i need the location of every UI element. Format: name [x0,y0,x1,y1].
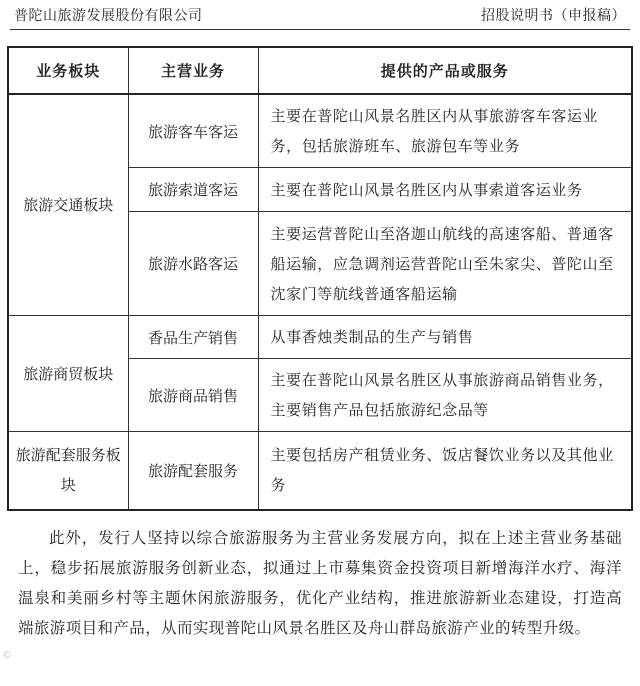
description-cell: 主要在普陀山风景名胜区内从事旅游客车客运业务，包括旅游班车、旅游包车等业务 [258,94,632,168]
segment-transport: 旅游交通板块 [8,94,128,316]
page-header [0,0,640,30]
header-segment: 业务板块 [8,47,128,94]
business-cell: 旅游水路客运 [128,212,258,316]
table-row [8,432,632,510]
business-cell: 旅游商品销售 [128,359,258,432]
table-row [8,316,632,359]
header-business: 主营业务 [128,47,258,94]
watermark: © [2,650,12,661]
description-cell: 主要运营普陀山至洛迦山航线的高速客船、普通客船运输，应急调剂运营普陀山至朱家尖、普陀山至沈家门等航线普通客船运输 [258,212,632,316]
description-cell: 主要在普陀山风景名胜区从事旅游商品销售业务，主要销售产品包括旅游纪念品等 [258,359,632,432]
business-cell: 香品生产销售 [128,316,258,359]
business-cell: 旅游索道客运 [128,168,258,212]
description-cell: 从事香烛类制品的生产与销售 [258,316,632,359]
table-row [8,94,632,168]
business-table [7,46,633,511]
document-title: 招股说明书（申报稿） [481,8,626,24]
description-cell: 主要包括房产租赁业务、饭店餐饮业务以及其他业务 [258,432,632,510]
header-rule [10,29,630,30]
segment-support-services: 旅游配套服务板块 [8,432,128,510]
segment-commerce: 旅游商贸板块 [8,316,128,432]
business-cell: 旅游客车客运 [128,94,258,168]
business-cell: 旅游配套服务 [128,432,258,510]
company-name: 普陀山旅游发展股份有限公司 [14,8,203,24]
description-cell: 主要在普陀山风景名胜区内从事索道客运业务 [258,168,632,212]
body-paragraph: 此外，发行人坚持以综合旅游服务为主营业务发展方向，拟在上述主营业务基础上，稳步拓展旅游服务创新业态，拟通过上市募集资金投资项目新增海洋水疗、海洋温泉和美丽乡村等主题休闲旅游服务，优化产业结构，推进旅游新业态建设，打造高端旅游项目和产品，从而实现普陀山风景名胜区及舟山群岛旅游产业的转型升级。 [18,529,622,637]
header-products: 提供的产品或服务 [258,47,632,94]
table-header-row [8,47,632,94]
